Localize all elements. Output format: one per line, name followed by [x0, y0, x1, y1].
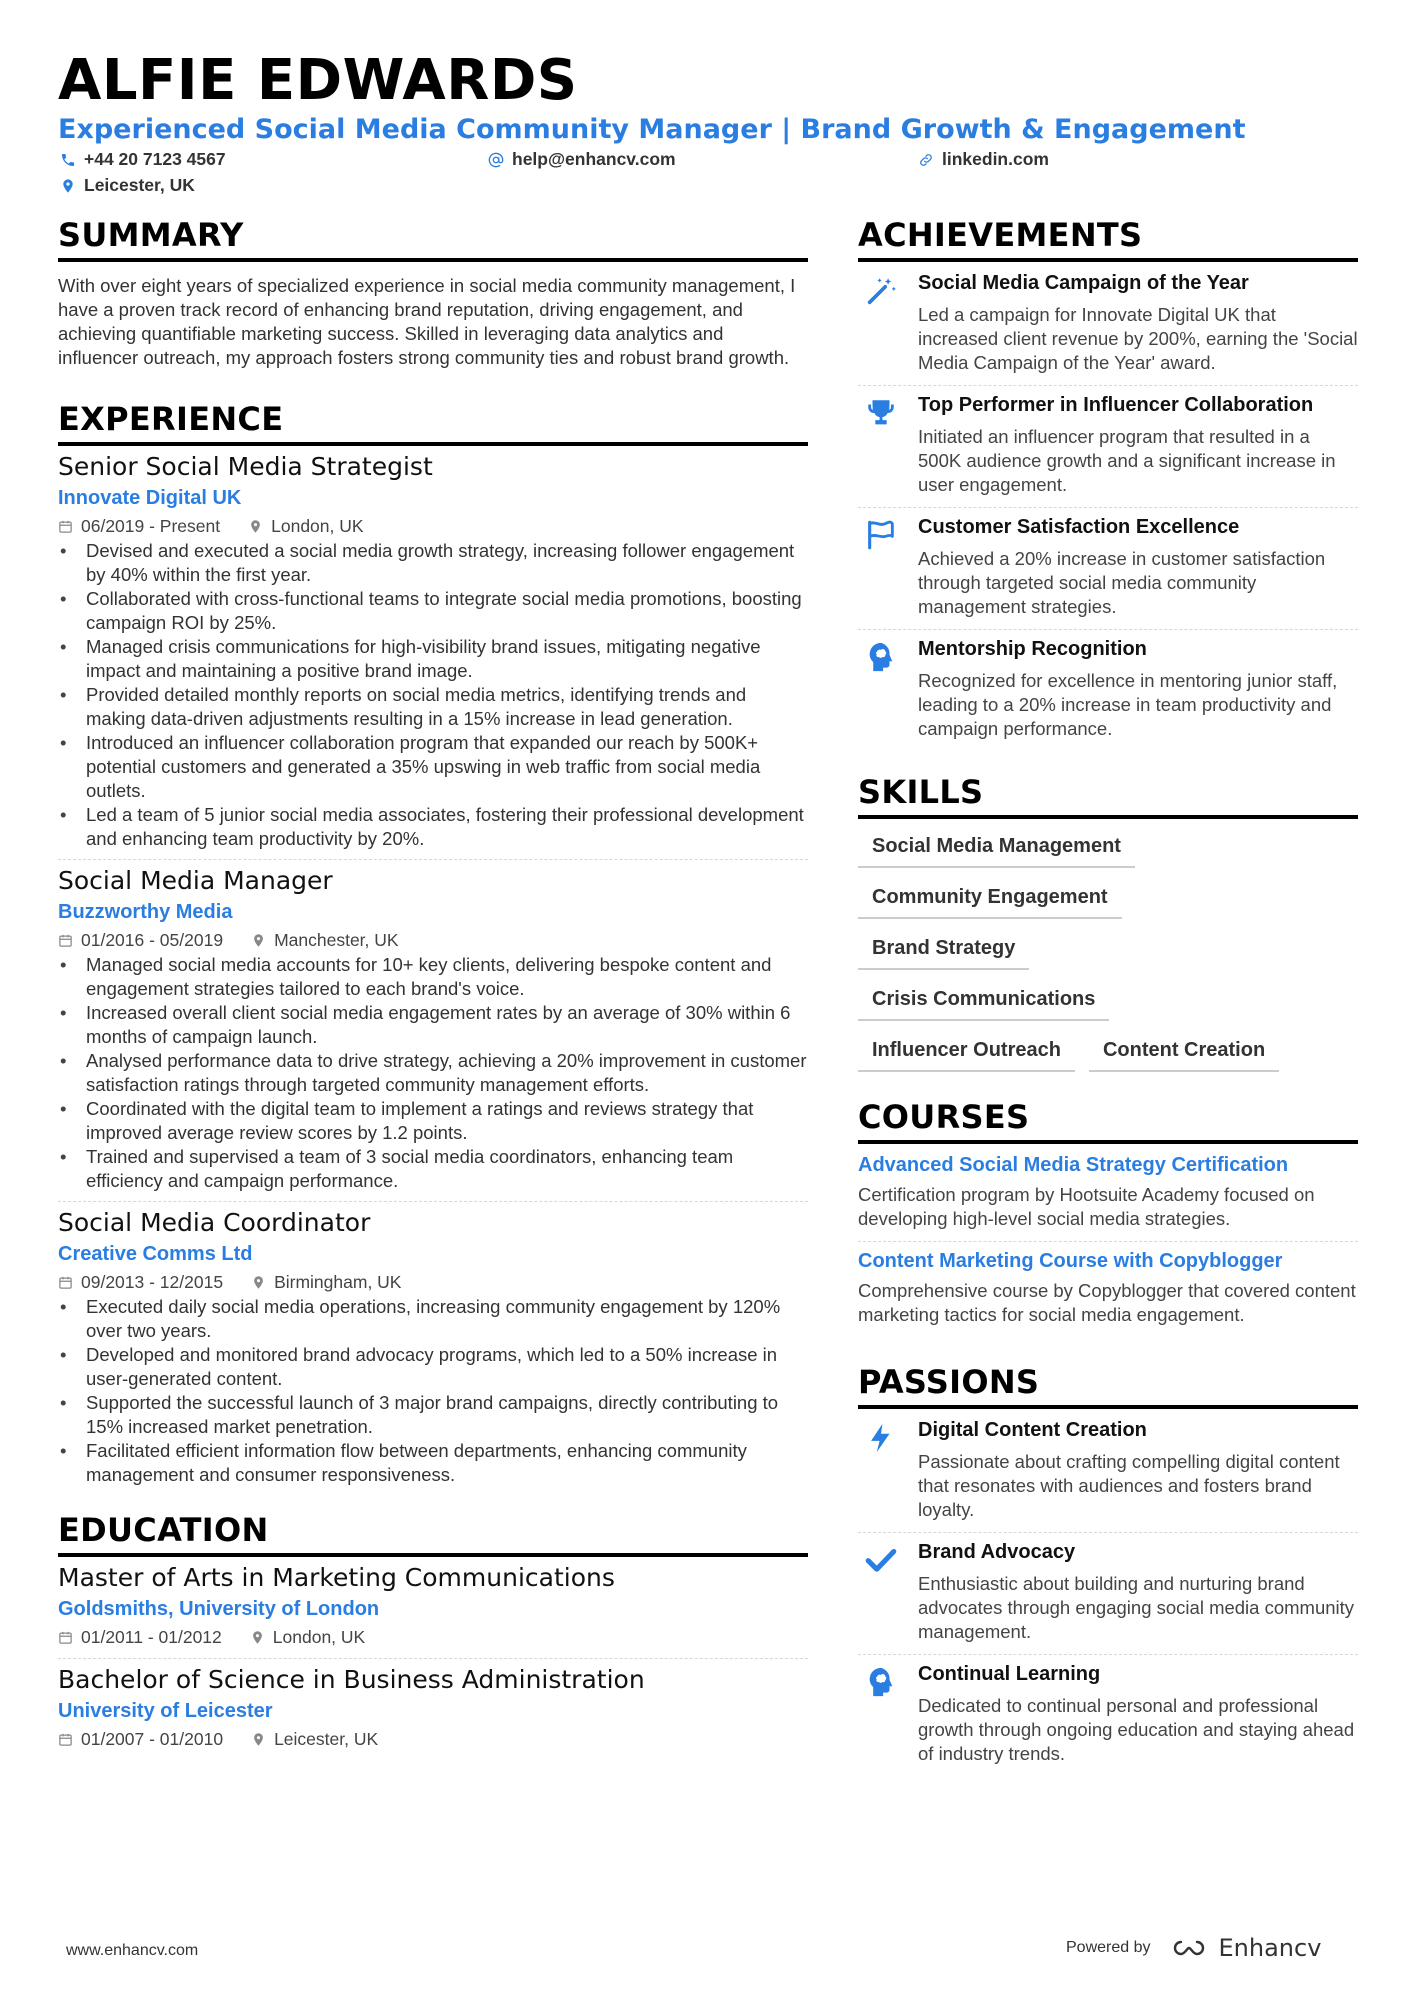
- job-bullets: [58, 953, 808, 1193]
- location-text: Leicester, UK: [84, 175, 195, 195]
- courses-section: [858, 1098, 1358, 1337]
- left-column: [58, 216, 808, 1766]
- company-name[interactable]: Buzzworthy Media: [58, 901, 233, 923]
- at-icon: [488, 152, 504, 168]
- skill-tag: Community Engagement: [858, 882, 1122, 919]
- phone-text: +44 20 7123 4567: [84, 149, 226, 169]
- job-location: Manchester, UK: [274, 930, 399, 950]
- linkedin-text: linkedin.com: [942, 149, 1049, 169]
- calendar-icon: [58, 933, 73, 948]
- summary-section: [58, 216, 808, 370]
- education-location: London, UK: [272, 1627, 366, 1647]
- lightning-icon: [864, 1421, 898, 1455]
- enhancv-logo-icon: [1167, 1936, 1211, 1960]
- education-entry: [58, 1563, 808, 1659]
- footer-website[interactable]: www.enhancv.com: [66, 1942, 199, 1959]
- achievement-title: Social Media Campaign of the Year: [918, 272, 1249, 294]
- bullet-item: • Trained and supervised a team of 3 social media coordinators, enhancing team efficiency and campaign performance.: [58, 1145, 808, 1193]
- job-entry: [58, 866, 808, 1202]
- email-text: help@enhancv.com: [512, 149, 676, 169]
- skills-section: [858, 773, 1358, 1072]
- education-meta: [58, 1729, 808, 1750]
- education-meta: [58, 1627, 808, 1648]
- skill-tag: Brand Strategy: [858, 933, 1029, 970]
- bullet-item: • Managed social media accounts for 10+ key clients, delivering bespoke content and engagement strategies tailored to each brand's voice.: [58, 953, 808, 1001]
- trophy-icon: [864, 396, 898, 430]
- passion-title: Digital Content Creation: [918, 1419, 1147, 1441]
- calendar-icon: [58, 1630, 73, 1645]
- contact-email[interactable]: [488, 149, 676, 170]
- school-name[interactable]: Goldsmiths, University of London: [58, 1598, 380, 1620]
- powered-by-label: Powered by: [1066, 1939, 1151, 1956]
- job-meta: [58, 1272, 808, 1293]
- education-heading: EDUCATION: [58, 1511, 808, 1557]
- candidate-name: ALFIE EDWARDS: [58, 48, 578, 113]
- achievement-title: Top Performer in Influencer Collaboration: [918, 394, 1314, 416]
- job-meta: [58, 930, 808, 951]
- passion-item: [858, 1655, 1358, 1776]
- checkmark-icon: [864, 1543, 898, 1577]
- passion-desc: Enthusiastic about building and nurturing brand advocates through engaging social media community management.: [918, 1573, 1355, 1642]
- job-title: Senior Social Media Strategist: [58, 452, 433, 481]
- passion-desc: Dedicated to continual personal and professional growth through ongoing education and staying ahead of industry trends.: [918, 1695, 1355, 1764]
- achievement-desc: Achieved a 20% increase in customer satisfaction through targeted social media community management strategies.: [918, 548, 1326, 617]
- skills-heading: SKILLS: [858, 773, 1358, 819]
- course-title[interactable]: Content Marketing Course with Copyblogger: [858, 1250, 1283, 1272]
- skill-tag: Social Media Management: [858, 831, 1135, 868]
- education-dates: 01/2007 - 01/2010: [81, 1729, 224, 1749]
- location-pin-icon: [60, 178, 76, 194]
- brand-logo[interactable]: [1167, 1934, 1322, 1962]
- job-dates: 01/2016 - 05/2019: [81, 930, 224, 950]
- passion-item: [858, 1533, 1358, 1655]
- candidate-tagline: Experienced Social Media Community Manager | Brand Growth & Engagement: [58, 114, 1246, 145]
- brand-name: Enhancv: [1218, 1934, 1322, 1962]
- job-location: Birmingham, UK: [274, 1272, 402, 1292]
- job-dates: 06/2019 - Present: [81, 516, 221, 536]
- location-pin-icon: [251, 1732, 266, 1747]
- calendar-icon: [58, 1732, 73, 1747]
- bullet-item: • Devised and executed a social media growth strategy, increasing follower engagement by 40% within the first year.: [58, 539, 808, 587]
- bullet-item: • Introduced an influencer collaboration program that expanded our reach by 500K+ potential customers and generated a 35% upswing in web traffic from social media outlets.: [58, 731, 808, 803]
- education-entry: [58, 1665, 808, 1760]
- summary-text: With over eight years of specialized experience in social media community management, I have a proven track record of enhancing brand reputation, driving engagement, and achieving quantifiable marketing success. Skilled in leveraging data analytics and influencer outreach, my approach fosters strong community ties and robust brand growth.: [58, 275, 796, 368]
- achievements-heading: ACHIEVEMENTS: [858, 216, 1358, 262]
- head-brain-icon: [864, 640, 898, 674]
- passion-item: [858, 1411, 1358, 1533]
- calendar-icon: [58, 1275, 73, 1290]
- job-bullets: [58, 1295, 808, 1487]
- achievement-item: [858, 386, 1358, 508]
- experience-heading: EXPERIENCE: [58, 400, 808, 446]
- passion-desc: Passionate about crafting compelling digital content that resonates with audiences and fosters brand loyalty.: [918, 1451, 1340, 1520]
- location-pin-icon: [251, 933, 266, 948]
- bullet-item: • Executed daily social media operations, increasing community engagement by 120% over two years.: [58, 1295, 808, 1343]
- bullet-item: • Collaborated with cross-functional teams to integrate social media promotions, boosting campaign ROI by 25%.: [58, 587, 808, 635]
- link-icon: [918, 152, 934, 168]
- summary-heading: SUMMARY: [58, 216, 808, 262]
- skill-tag: Influencer Outreach: [858, 1035, 1075, 1072]
- course-item: [858, 1246, 1358, 1337]
- achievement-item: [858, 508, 1358, 630]
- footer-powered: [1066, 1934, 1321, 1962]
- job-location: London, UK: [271, 516, 364, 536]
- achievement-item: [858, 630, 1358, 751]
- education-location: Leicester, UK: [274, 1729, 379, 1749]
- passions-section: [858, 1363, 1358, 1776]
- achievement-title: Mentorship Recognition: [918, 638, 1147, 660]
- job-entry: [58, 452, 808, 860]
- achievement-title: Customer Satisfaction Excellence: [918, 516, 1240, 538]
- experience-section: [58, 400, 808, 1495]
- bullet-item: • Coordinated with the digital team to implement a ratings and reviews strategy that improved average review scores by 1.2 points.: [58, 1097, 808, 1145]
- location-pin-icon: [251, 1275, 266, 1290]
- skill-tag: Crisis Communications: [858, 984, 1109, 1021]
- job-title: Social Media Manager: [58, 866, 333, 895]
- course-desc: Certification program by Hootsuite Academy focused on developing high-level social media strategies.: [858, 1184, 1315, 1229]
- bullet-item: • Led a team of 5 junior social media associates, fostering their professional development and enhancing team productivity by 20%.: [58, 803, 808, 851]
- bullet-item: • Developed and monitored brand advocacy programs, which led to a 50% increase in user-generated content.: [58, 1343, 808, 1391]
- bullet-item: • Managed crisis communications for high-visibility brand issues, mitigating negative impact and maintaining a positive brand image.: [58, 635, 808, 683]
- head-brain-icon: [864, 1665, 898, 1699]
- right-column: [858, 216, 1358, 1776]
- achievement-desc: Led a campaign for Innovate Digital UK that increased client revenue by 200%, earning the 'Social Media Campaign of the Year' award.: [918, 304, 1358, 373]
- flag-icon: [864, 518, 898, 552]
- magic-wand-icon: [864, 274, 898, 308]
- bullet-item: • Provided detailed monthly reports on social media metrics, identifying trends and making data-driven adjustments resulting in a 15% increase in lead generation.: [58, 683, 808, 731]
- passions-heading: PASSIONS: [858, 1363, 1358, 1409]
- job-title: Social Media Coordinator: [58, 1208, 371, 1237]
- skill-tag: Content Creation: [1089, 1035, 1279, 1072]
- job-entry: [58, 1208, 808, 1495]
- bullet-item: • Analysed performance data to drive strategy, achieving a 20% improvement in customer satisfaction ratings through targeted community management efforts.: [58, 1049, 808, 1097]
- location-pin-icon: [248, 519, 263, 534]
- courses-heading: COURSES: [858, 1098, 1358, 1144]
- location-pin-icon: [250, 1630, 265, 1645]
- job-bullets: [58, 539, 808, 851]
- achievement-desc: Initiated an influencer program that resulted in a 500K audience growth and a significant increase in user engagement.: [918, 426, 1336, 495]
- course-title[interactable]: Advanced Social Media Strategy Certification: [858, 1154, 1289, 1176]
- contact-linkedin[interactable]: [918, 149, 1049, 170]
- job-meta: [58, 516, 808, 537]
- course-desc: Comprehensive course by Copyblogger that covered content marketing tactics for social media engagement.: [858, 1280, 1356, 1325]
- education-section: [58, 1511, 808, 1760]
- bullet-item: • Increased overall client social media engagement rates by an average of 30% within 6 months of campaign launch.: [58, 1001, 808, 1049]
- calendar-icon: [58, 519, 73, 534]
- company-name[interactable]: Innovate Digital UK: [58, 487, 242, 509]
- achievement-desc: Recognized for excellence in mentoring junior staff, leading to a 20% increase in team productivity and campaign performance.: [918, 670, 1338, 739]
- phone-icon: [60, 152, 76, 168]
- passion-title: Continual Learning: [918, 1663, 1101, 1685]
- passion-title: Brand Advocacy: [918, 1541, 1076, 1563]
- contact-phone[interactable]: [60, 149, 226, 170]
- course-item: [858, 1150, 1358, 1242]
- bullet-item: • Facilitated efficient information flow between departments, enhancing community management and consumer responsiveness.: [58, 1439, 808, 1487]
- job-dates: 09/2013 - 12/2015: [81, 1272, 224, 1292]
- company-name[interactable]: Creative Comms Ltd: [58, 1243, 253, 1265]
- degree-title: Master of Arts in Marketing Communications: [58, 1563, 615, 1592]
- contact-location: [60, 175, 195, 196]
- education-dates: 01/2011 - 01/2012: [81, 1627, 222, 1647]
- achievement-item: [858, 264, 1358, 386]
- achievements-section: [858, 216, 1358, 751]
- skills-list: [858, 831, 1358, 1072]
- school-name[interactable]: University of Leicester: [58, 1700, 273, 1722]
- degree-title: Bachelor of Science in Business Administration: [58, 1665, 645, 1694]
- bullet-item: • Supported the successful launch of 3 major brand campaigns, directly contributing to 15% increased market penetration.: [58, 1391, 808, 1439]
